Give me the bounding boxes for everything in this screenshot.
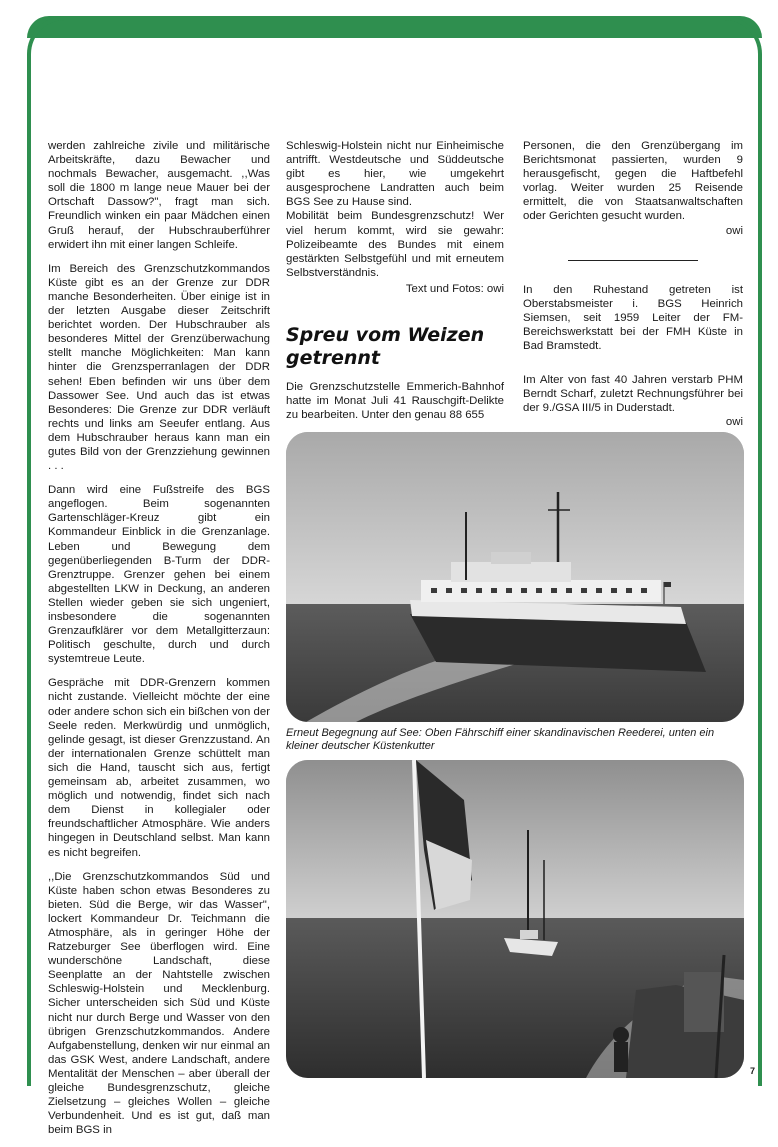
photo-credit: Text und Fotos: owi: [405, 282, 504, 295]
paragraph: Schleswig-Holstein nicht nur Einheimische antrifft. Westdeutsche und Süddeutsche gibt es hier, wie umgekehrt ausgesprochene Landratten auch beim BGS See zu Hause sind.: [286, 140, 504, 209]
page-number: 7: [750, 1066, 756, 1076]
column-2: [286, 139, 504, 432]
paragraph: Im Bereich des Grenzschutzkommandos Küste gibt es an der Grenze zur DDR manche Besonderheiten. Über einige ist in der letzten Ausgabe dieser Zeitschrift berichtet worden. Der Hubschrauber als besonderes Mittel der Grenzüberwachung stellt manche Möglichkeiten: Man kann hinter die Grenzsperranlagen der DDR sehen! Eben befinden wir uns über dem Dassower See. Und auch das ist etwas Besonderes: Die Grenze zur DDR verläuft rechts und links am Seeufer entlang. Aus dem Hubschrauber heraus kann man ein gutes Bild von der Grenzziehung gewinnen . . .: [48, 262, 270, 473]
cutter-photo: [286, 760, 744, 1078]
author-signature: owi: [725, 224, 743, 237]
ferry-photo: [286, 432, 744, 722]
author-signature: owi: [725, 416, 743, 429]
paragraph: Die Grenzschutzstelle Emmerich-Bahnhof hatte im Monat Juli 41 Rauschgift-Delikte zu bearbeiten. Unter den genau 88 655: [286, 381, 504, 422]
paragraph: In den Ruhestand getreten ist Oberstabsmeister i. BGS Heinrich Siemsen, seit 1959 Leiter der FM-Bereichswerkstatt bei der FMH Küste in Bad Bramstedt.: [523, 283, 743, 353]
cutter-illustration: [286, 760, 744, 1078]
column-1: [48, 139, 270, 1147]
paragraph: Gespräche mit DDR-Grenzern kommen nicht zustande. Vielleicht möchte der eine oder andere schon sich ein bißchen von der Seele reden. Merkwürdig und unmöglich, gelinde gesagt, ist dieser Grenzzustand. An der internationalen Grenze schüttelt man sich die Hand, tauscht sich aus, fertigt gemeinsam ab, arbeitet zusammen, wo möglich und notwendig, findet sich nach dem Dienst in kollegialer oder freundschaftlicher Atmosphäre. Wie anders hingegen in Deutschland selbst. Man kann es nicht begreifen.: [48, 677, 270, 859]
paragraph: Dann wird eine Fußstreife des BGS angeflogen. Beim sogenannten Gartenschläger-Kreuz gibt ein Kommandeur Einblick in die Grenzanlage. Leben und Bewegung dem gegenüberliegenden B-Turm der DDR-Grenztruppe. Grenzer gehen bei einem abgestellten LKW in Deckung, an anderen Stellen wieder geben sie sich ungeniert, insbesondere die sogenannten Grenzaufklärer vor dem Metallgitterzaun: Politisch geschulte, durch und durch systemtreue Leute.: [48, 484, 270, 666]
paragraph: Personen, die den Grenzübergang im Berichtsmonat passierten, wurden 9 herausgefischt, gegen die Haftbefehl vorlag. Weiter wurden 25 Reisende ermittelt, die von Staatsanwaltschaften oder Gerichten gesucht wurden.: [523, 140, 743, 223]
ferry-illustration: [286, 432, 744, 722]
paragraph: Im Alter von fast 40 Jahren verstarb PHM Berndt Scharf, zuletzt Rechnungsführer bei der 9./GSA III/5 in Duderstadt.: [523, 374, 743, 415]
article-headline: Spreu vom Weizen getrennt: [286, 324, 485, 370]
paragraph: ,,Die Grenzschutzkommandos Süd und Küste haben schon etwas Besonderes zu bieten. Süd die Berge, wir das Wasser", lockert Kommandeur Dr. Teichmann die Atmosphäre, als in geringer Höhe der Ratzeburger See überflogen wird. Eine wunderschöne Landschaft, diese Seenplatte an der Nahtstelle zwischen Schleswig-Holstein und Mecklenburg. Sicher unterscheiden sich Süd und Küste nicht nur durch Berge und Wasser von den übrigen Grenzschutzkommandos. Andere Aufgabenstellung, denken wir nur einmal an das GSK West, andere Landschaft, andere Mentalität der Menschen – aber überall der gleiche Bundesgrenzschutz, gleiche Zielsetzung – gleiches Wollen – gleiche Verbundenheit. Und es ist gut, daß man beim BGS in: [48, 870, 270, 1137]
paragraph: Mobilität beim Bundesgrenzschutz! Wer viel herum kommt, wird sie gewahr: Polizeibeamte des Bundes mit einem gestärkten Selbstgefühl und mit erneutem Selbstverständnis.: [286, 210, 504, 279]
separator-rule: [568, 260, 698, 261]
column-3: [523, 139, 743, 430]
photo-caption: Erneut Begegnung auf See: Oben Fährschiff einer skandinavischen Reederei, unten ein kleiner deutscher Küstenkutter: [286, 727, 715, 752]
paragraph: werden zahlreiche zivile und militärische Arbeitskräfte, dazu Bewacher und nochmals Bewacher, ausgemacht. ,,Was soll die 1800 m lange neue Mauer bei der Ortschaft Dassow?", fragt man sich. Freundlich winken ein paar Mädchen einen Gruß herauf, der Hubschrauberführer erwidert ihn mit einer langen Schleife.: [48, 140, 270, 251]
